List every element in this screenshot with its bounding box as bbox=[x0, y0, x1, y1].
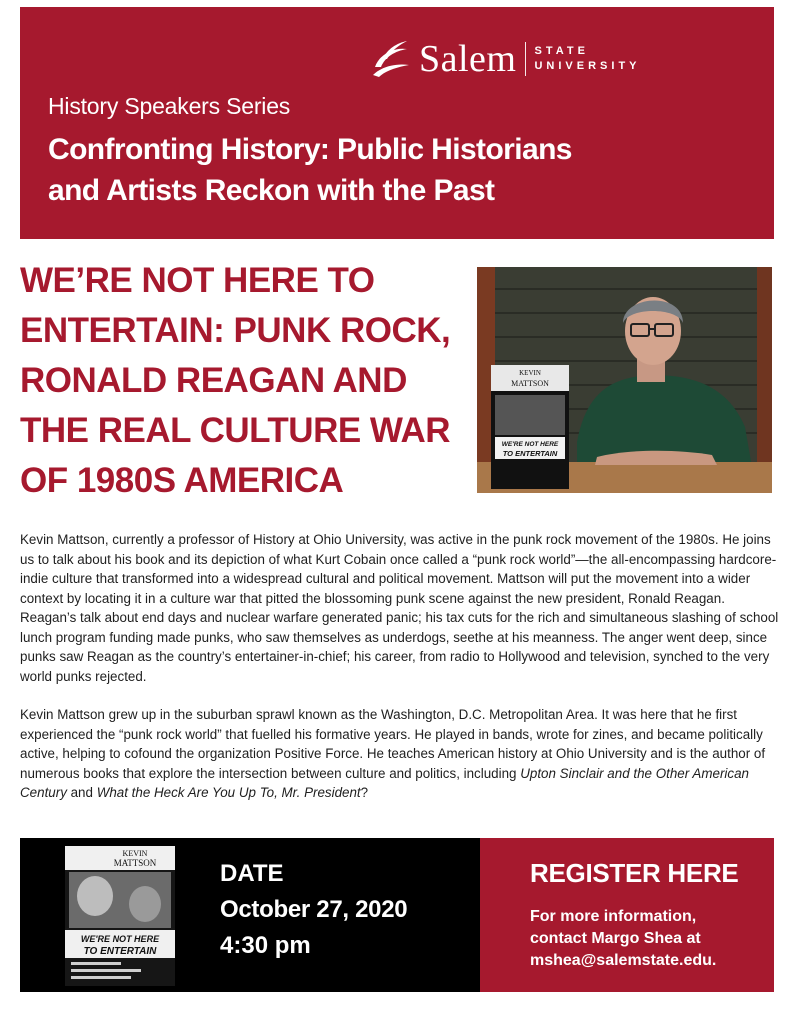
series-title-line-1: Confronting History: Public Historians bbox=[48, 133, 572, 166]
contact-info bbox=[530, 906, 750, 972]
headline-line-3: RONALD REAGAN AND bbox=[20, 361, 407, 400]
series-title-line-2: and Artists Reckon with the Past bbox=[48, 174, 495, 207]
contact-line-2: contact Margo Shea at bbox=[530, 930, 701, 947]
date-label: DATE bbox=[220, 860, 284, 887]
description-paragraph-1: Kevin Mattson, currently a professor of History at Ohio University, was active in the punk rock movement of the 1980s. He joins us to talk about his book and its depiction of what Kurt Cobain once called a “punk rock world”—the all-encompassing hardcore-indie culture that transformed into a widespread cultural and political movement. Mattson will put the movement into a wider context by locating it in a culture war that pitted the blossoming punk scene against the new president, Ronald Reagan. Reagan’s talk about end days and nuclear warfare generated panic; his tax cuts for the rich and simultaneous slashing of school lunch program funding made punks, who saw themselves as underdogs, seethe at his meanness. The anger went deep, since punks saw Reagan as the country’s entertainer-in-chief; his career, from radio to Hollywood and television, synched to the very world punks rejected. bbox=[20, 532, 779, 684]
event-date: October 27, 2020 bbox=[220, 896, 408, 923]
paragraph-2-and: and bbox=[66, 785, 97, 800]
book-title-what-the-heck: What the Heck Are You Up To, Mr. President bbox=[96, 785, 361, 800]
cover-author-last: MATTSON bbox=[113, 858, 157, 868]
event-headline bbox=[20, 256, 470, 506]
contact-line-1: For more information, bbox=[530, 908, 697, 925]
event-description bbox=[20, 530, 780, 822]
logo-subtext bbox=[534, 44, 640, 74]
headline-line-4: THE REAL CULTURE WAR bbox=[20, 411, 451, 450]
book-cover-image bbox=[65, 846, 175, 986]
contact-email[interactable]: mshea@salemstate.edu. bbox=[530, 952, 717, 969]
series-title bbox=[48, 129, 698, 211]
flame-icon bbox=[369, 37, 413, 81]
headline-line-1: WE’RE NOT HERE TO bbox=[20, 261, 375, 300]
series-name: History Speakers Series bbox=[48, 93, 291, 119]
logo-wordmark: Salem bbox=[419, 38, 517, 80]
photo-book-author-first: KEVIN bbox=[519, 369, 541, 377]
register-panel[interactable] bbox=[480, 838, 774, 992]
cover-title-1: WE'RE NOT HERE bbox=[80, 934, 160, 944]
header-banner bbox=[20, 7, 774, 239]
logo-divider bbox=[525, 42, 526, 76]
headline-line-5: OF 1980S AMERICA bbox=[20, 461, 344, 500]
cover-title-2: TO ENTERTAIN bbox=[83, 946, 157, 957]
salem-state-logo bbox=[369, 34, 641, 84]
photo-book-title-1: WE'RE NOT HERE bbox=[501, 441, 559, 448]
event-date-block bbox=[220, 856, 407, 964]
book-title-upton-sinclair: Upton Sinclair and the Other American Century bbox=[20, 765, 749, 800]
cover-author-first: KEVIN bbox=[122, 849, 148, 858]
event-time: 4:30 pm bbox=[220, 932, 311, 959]
event-details-panel bbox=[20, 838, 480, 992]
photo-book-title-2: TO ENTERTAIN bbox=[502, 449, 558, 458]
photo-book-author-last: MATTSON bbox=[511, 379, 549, 388]
logo-university: UNIVERSITY bbox=[534, 60, 641, 72]
register-here-link[interactable]: REGISTER HERE bbox=[530, 858, 739, 888]
headline-line-2: ENTERTAIN: PUNK ROCK, bbox=[20, 311, 451, 350]
description-paragraph-2 bbox=[20, 705, 780, 803]
paragraph-2-end: ? bbox=[360, 785, 369, 800]
author-photo bbox=[477, 267, 772, 493]
paragraph-2-text: Kevin Mattson grew up in the suburban sprawl known as the Washington, D.C. Metropolitan Area. It was here that he first experienced the “punk rock world” that fuelled his formative years. He played in bands, wrote for zines, and became politically active, helping to cofound the organization Positive Force. He teaches American history at Ohio University and is the author of numerous books that explore the intersection between culture and politics, including bbox=[20, 707, 766, 781]
logo-state: STATE bbox=[534, 45, 589, 57]
